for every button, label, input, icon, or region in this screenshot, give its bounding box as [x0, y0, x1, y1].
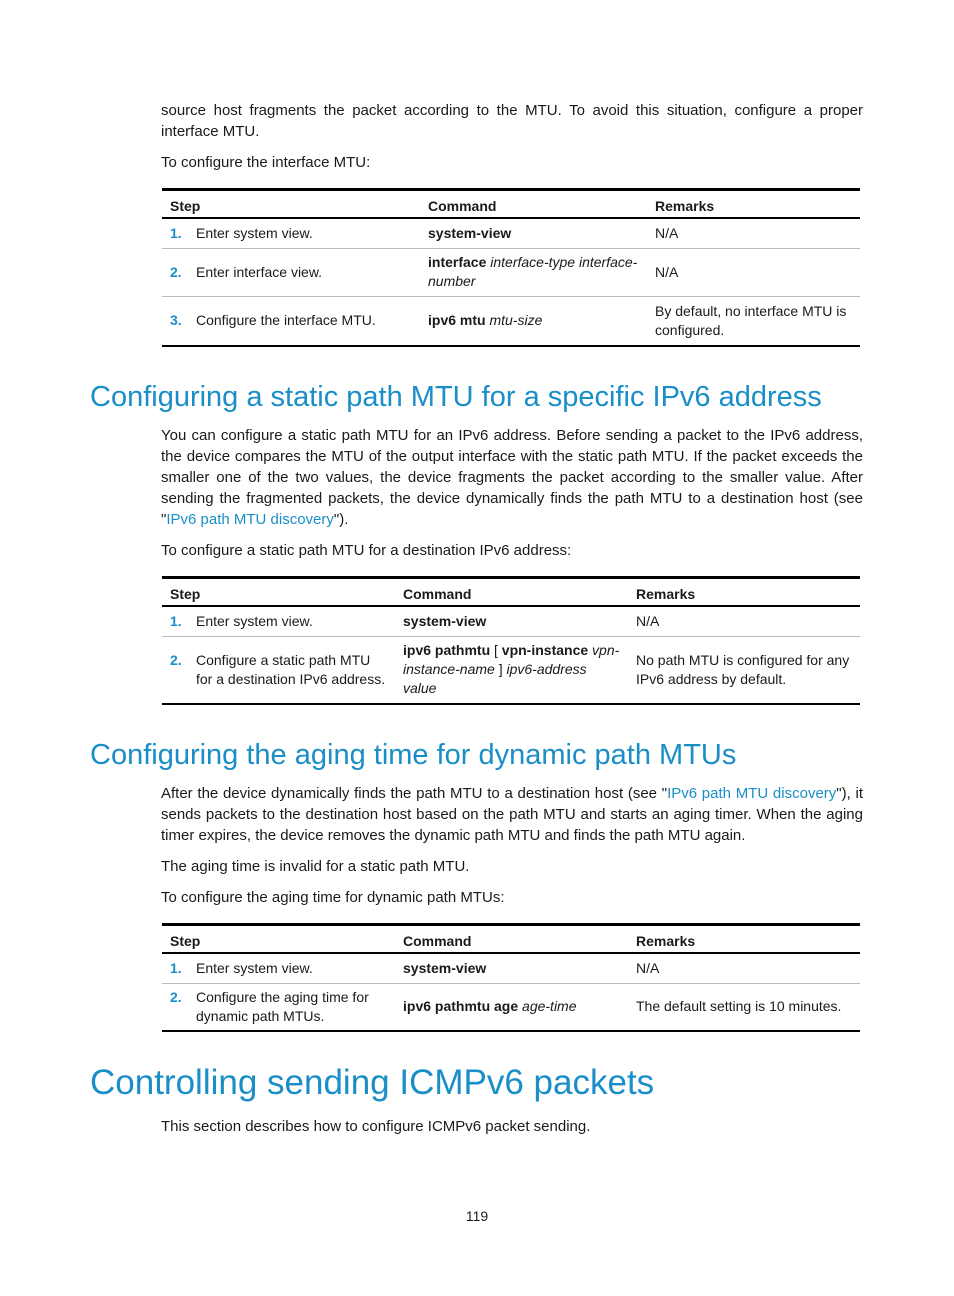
ipv6-path-mtu-discovery-link[interactable]: IPv6 path MTU discovery	[166, 511, 334, 528]
command-argument: ipv6-address value	[403, 661, 587, 697]
table-row	[162, 636, 860, 704]
step-number: 1.	[170, 959, 182, 976]
header-step: Step	[162, 190, 420, 219]
command-keyword: ipv6 pathmtu	[403, 642, 491, 659]
step-text: Configure the interface MTU.	[196, 312, 376, 329]
table-header-row	[162, 925, 860, 954]
step-number: 2.	[170, 263, 182, 280]
step-number: 1.	[170, 224, 182, 241]
aging-time-table	[162, 923, 860, 1032]
intro-paragraph: source host fragments the packet according to the MTU. To avoid this situation, configure a proper interface MTU.	[161, 102, 863, 140]
command-argument: interface-type interface-number	[428, 254, 638, 289]
table-header-row	[162, 190, 860, 219]
command-keyword-vpn: vpn-instance	[501, 642, 589, 659]
table-row	[162, 953, 860, 983]
paragraph-text: You can configure a static path MTU for an IPv6 address. Before sending a packet to the IPv6 address, the device compares the MTU of the output interface with the static path MTU. If the packet exceeds the smaller one of the two values, the device fragments the packet according to the smaller value. After sending the fragmented packets, the device dynamically finds the path MTU to a destination host (see "	[161, 427, 863, 528]
header-remarks: Remarks	[647, 190, 860, 219]
step-text: Enter system view.	[196, 959, 313, 976]
remarks-cell: The default setting is 10 minutes.	[628, 983, 860, 1031]
command-keyword: system-view	[403, 959, 487, 976]
static-path-mtu-paragraph	[161, 425, 863, 530]
paragraph-text-end: ").	[333, 511, 349, 528]
command-keyword: system-view	[428, 224, 512, 241]
aging-time-table-caption: To configure the aging time for dynamic path MTUs:	[161, 889, 505, 906]
table-row	[162, 218, 860, 248]
remarks-cell: By default, no interface MTU is configured.	[647, 296, 860, 346]
step-text: Configure the aging time for dynamic path MTUs.	[196, 988, 369, 1024]
header-step: Step	[162, 925, 395, 954]
remarks-cell: N/A	[636, 959, 660, 976]
header-command: Command	[395, 925, 628, 954]
interface-mtu-table	[162, 188, 860, 347]
static-path-mtu-table	[162, 576, 860, 705]
header-remarks: Remarks	[628, 925, 860, 954]
header-step: Step	[162, 578, 395, 607]
table-row	[162, 248, 860, 296]
command-keyword: interface	[428, 254, 487, 270]
step-number: 3.	[170, 312, 182, 329]
step-text: Enter system view.	[196, 224, 313, 241]
table-header-row	[162, 578, 860, 607]
section-heading-aging-time: Configuring the aging time for dynamic path MTUs	[90, 739, 737, 771]
page-number: 119	[465, 1208, 489, 1224]
remarks-cell: N/A	[655, 224, 679, 241]
step-number: 2.	[170, 651, 182, 668]
paragraph-text: After the device dynamically finds the path MTU to a destination host (see "	[161, 785, 668, 802]
command-keyword: ipv6 pathmtu age	[403, 998, 519, 1014]
step-text: Configure a static path MTU for a destination IPv6 address.	[196, 651, 386, 687]
step-number: 2.	[170, 988, 182, 1005]
section-heading-icmpv6: Controlling sending ICMPv6 packets	[90, 1063, 655, 1102]
intro-table-caption: To configure the interface MTU:	[161, 154, 371, 171]
command-argument: age-time	[522, 998, 577, 1014]
command-argument: mtu-size	[489, 312, 543, 329]
step-number: 1.	[170, 612, 182, 629]
bracket-open: [	[494, 642, 498, 659]
header-command: Command	[420, 190, 647, 219]
remarks-cell: N/A	[636, 612, 660, 629]
command-keyword: ipv6 mtu	[428, 312, 486, 329]
table-row	[162, 983, 860, 1031]
section-heading-static-path-mtu: Configuring a static path MTU for a specific IPv6 address	[90, 381, 822, 413]
command-keyword: system-view	[403, 612, 487, 629]
step-text: Enter system view.	[196, 612, 313, 629]
header-remarks: Remarks	[628, 578, 860, 607]
static-path-mtu-table-caption: To configure a static path MTU for a destination IPv6 address:	[161, 542, 572, 559]
table-row	[162, 296, 860, 346]
remarks-cell: No path MTU is configured for any IPv6 address by default.	[628, 636, 860, 704]
ipv6-path-mtu-discovery-link[interactable]: IPv6 path MTU discovery	[667, 785, 837, 802]
table-row	[162, 606, 860, 636]
header-command: Command	[395, 578, 628, 607]
remarks-cell: N/A	[647, 248, 860, 296]
aging-time-paragraph	[161, 783, 863, 846]
command-argument: vpn-instance-name	[403, 642, 620, 678]
icmpv6-paragraph: This section describes how to configure ICMPv6 packet sending.	[161, 1118, 591, 1135]
aging-time-note: The aging time is invalid for a static path MTU.	[161, 858, 470, 875]
bracket-close: ]	[498, 661, 503, 678]
paragraph-text-end: "), it sends packets to the destination host based on the path MTU and starts an aging timer. When the aging timer expires, the device removes the dynamic path MTU and finds the path MTU again.	[161, 785, 864, 844]
step-text: Enter interface view.	[196, 263, 323, 280]
